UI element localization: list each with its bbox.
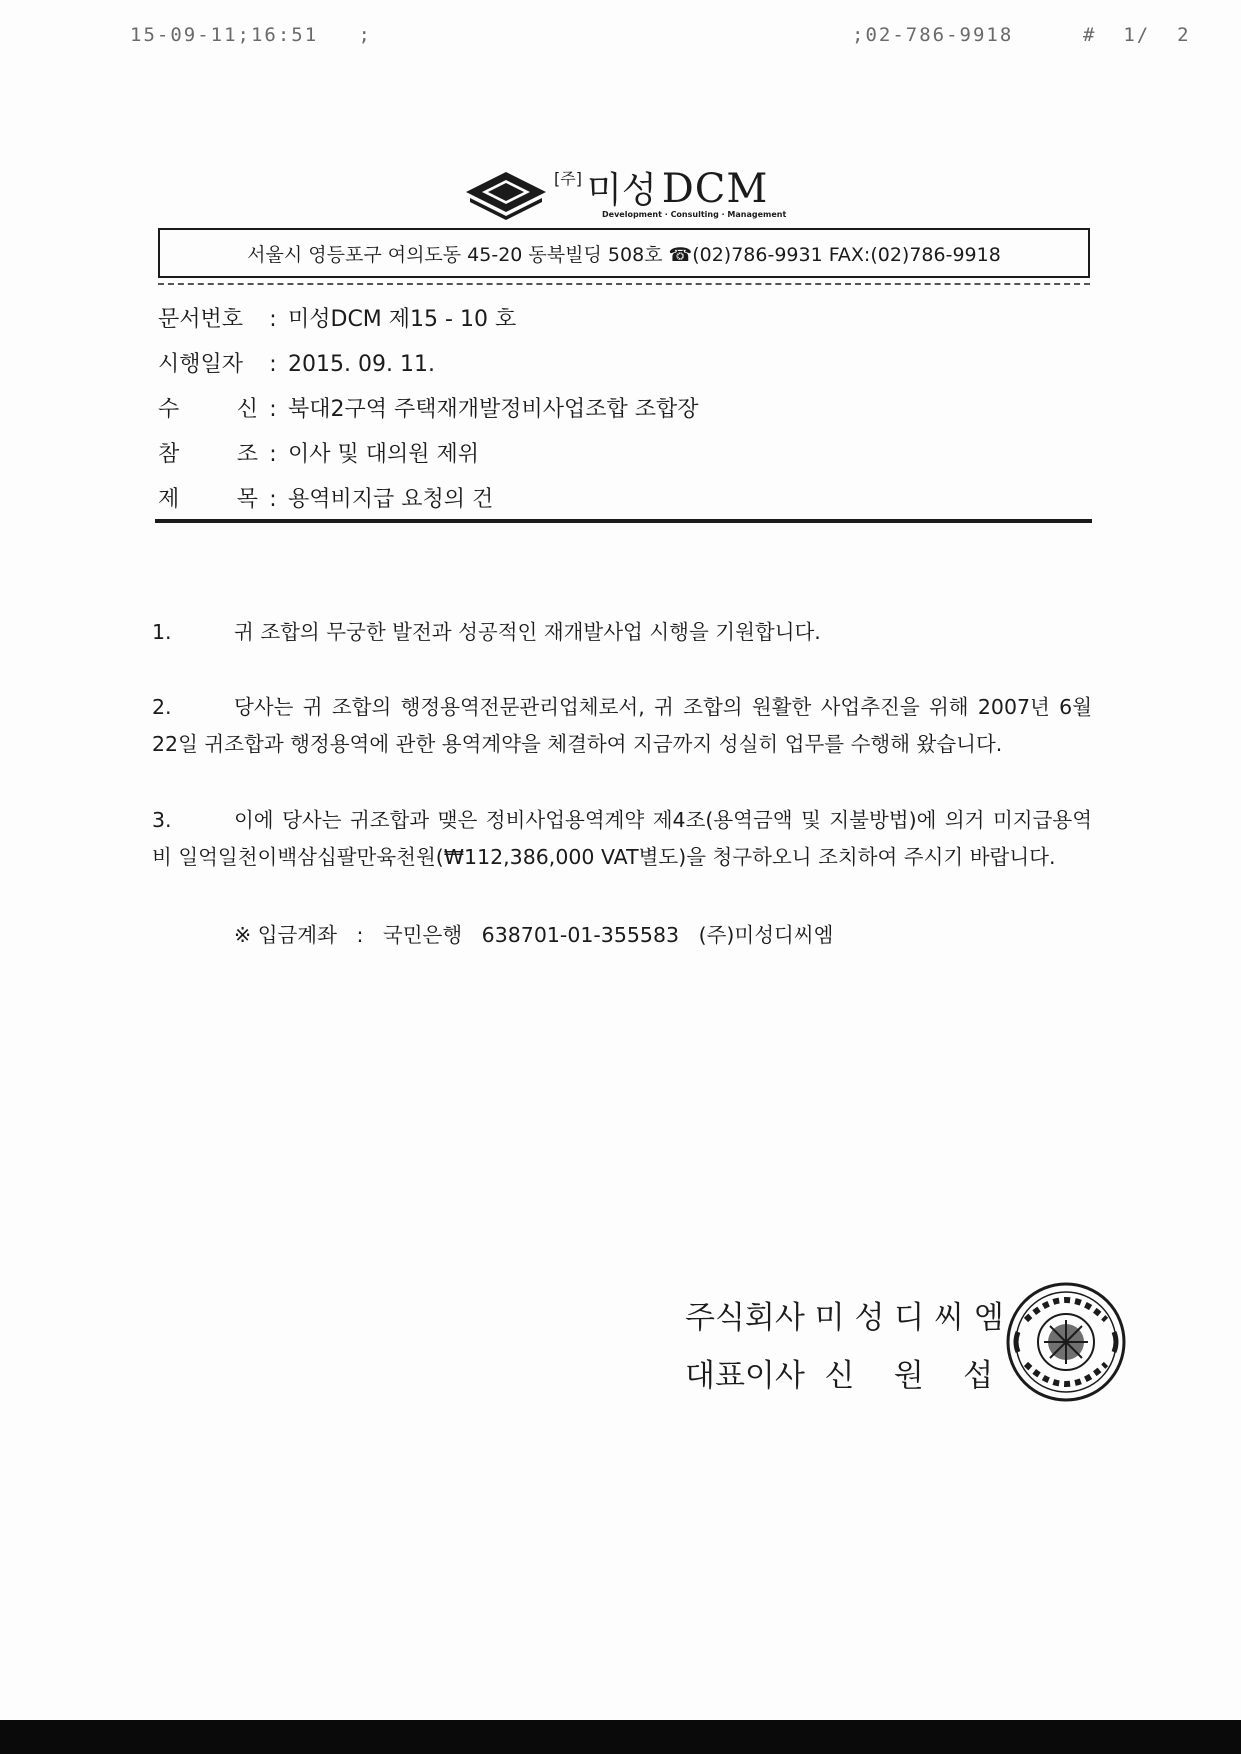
meta-recipient: 수 신 : 북대2구역 주택재개발정비사업조합 조합장 — [158, 392, 699, 423]
meta-label: 참 조 — [158, 442, 258, 467]
company-seal-icon — [1004, 1280, 1128, 1404]
meta-reference: 참 조 : 이사 및 대의원 제위 — [158, 437, 479, 468]
paragraph-2 — [152, 689, 1092, 763]
address-box — [158, 228, 1090, 278]
scan-border — [0, 1720, 1241, 1754]
fax-header-number: ;02-786-9918 — [852, 24, 1014, 46]
logo-dcm: DCM — [661, 166, 769, 212]
paragraph-text: 귀 조합의 무궁한 발전과 성공적인 재개발사업 시행을 기원합니다. — [234, 620, 821, 644]
fax-header-left: 15-09-11;16:51 ; — [130, 24, 372, 46]
logo-tagline: Development · Consulting · Management — [602, 210, 787, 219]
meta-value: 2015. 09. 11. — [288, 352, 435, 377]
meta-label: 제 목 — [158, 487, 258, 512]
meta-label: 시행일자 — [158, 352, 244, 377]
signature-ceo: 대표이사 신 원 섭 — [685, 1358, 994, 1394]
paragraph-1 — [152, 614, 1092, 651]
address-text: 서울시 영등포구 여의도동 45-20 동북빌딩 508호 ☎(02)786-9931 FAX:(02)786-9918 — [247, 243, 1001, 266]
meta-value: 북대2구역 주택재개발정비사업조합 조합장 — [288, 397, 699, 422]
paragraph-text: 이에 당사는 귀조합과 맺은 정비사업용역계약 제4조(용역금액 및 지불방법)에 의거 미지급용역비 일억일천이백삼십팔만육천원(₩112,386,000 VAT별도)을 청구하오니 조치하여 주시기 바랍니다. — [152, 808, 1092, 869]
meta-value: 미성DCM 제15 - 10 호 — [288, 307, 517, 332]
meta-subject: 제 목 : 용역비지급 요청의 건 — [158, 482, 493, 513]
address-divider — [158, 279, 1090, 285]
meta-label: 문서번호 — [158, 307, 244, 332]
diamond-logo-icon — [462, 166, 550, 222]
meta-doc-number: 문서번호 : 미성DCM 제15 - 10 호 — [158, 302, 516, 333]
paragraph-number: 2. — [152, 695, 172, 719]
logo-text — [554, 162, 768, 213]
company-logo — [462, 162, 802, 228]
paragraph-number: 1. — [152, 620, 172, 644]
paragraph-number: 3. — [152, 808, 172, 832]
meta-value: 이사 및 대의원 제위 — [288, 442, 479, 467]
paragraph-3 — [152, 802, 1092, 876]
meta-value: 용역비지급 요청의 건 — [288, 487, 494, 512]
logo-name: 미성 — [587, 170, 657, 211]
meta-date: 시행일자 : 2015. 09. 11. — [158, 347, 435, 378]
meta-label: 수 신 — [158, 397, 258, 422]
fax-header-page: # 1/ 2 — [1083, 24, 1191, 46]
bank-account: ※ 입금계좌 : 국민은행 638701-01-355583 (주)미성디씨엠 — [234, 923, 834, 947]
header-divider — [155, 519, 1092, 523]
signature-company: 주식회사 미 성 디 씨 엠 — [685, 1300, 1004, 1336]
logo-jusik: [주] — [554, 169, 582, 188]
paragraph-text: 당사는 귀 조합의 행정용역전문관리업체로서, 귀 조합의 원활한 사업추진을 위해 2007년 6월 22일 귀조합과 행정용역에 관한 용역계약을 체결하여 지금까지 성실히 업무를 수행해 왔습니다. — [152, 695, 1092, 756]
